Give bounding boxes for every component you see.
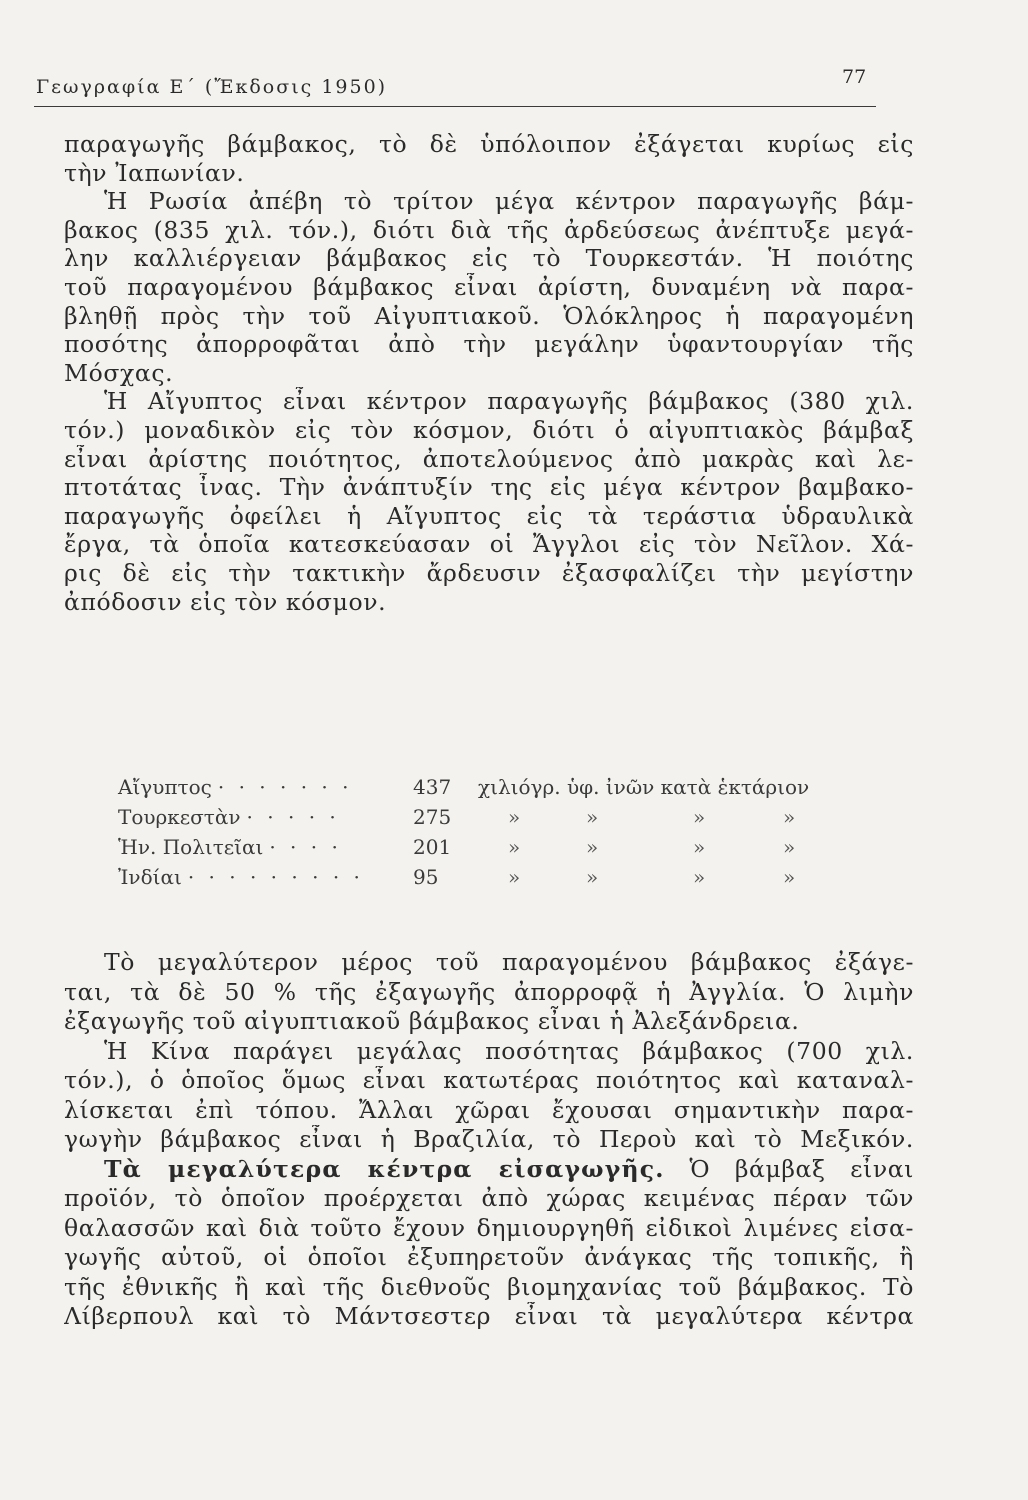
text-line <box>64 978 914 1008</box>
text-line <box>64 1066 914 1096</box>
ditto-mark: » <box>693 805 706 829</box>
text-line <box>64 244 914 273</box>
text-line <box>64 1302 914 1332</box>
text-line <box>64 1184 914 1214</box>
text-line-content: τόν.) μοναδικὸν εἰς τὸν κόσμον, διότι ὁ αἰγυπτιακὸς βάμβαξ <box>64 415 914 444</box>
text-line-content: εἶναι ἀρίστης ποιότητος, ἀποτελούμενος ἀπὸ μακρὰς καὶ λε- <box>64 444 914 473</box>
text-line-content: Ἡ Ρωσία ἀπέβη τὸ τρίτον μέγα κέντρον παραγωγῆς βάμ- <box>104 187 914 216</box>
text-line-content: ται, τὰ δὲ 50 % τῆς ἐξαγωγῆς ἀπορροφᾷ ἡ Ἀγγλία. Ὁ λιμὴν <box>64 977 914 1006</box>
text-line <box>64 1037 914 1067</box>
running-title: Γεωγραφία Ε΄ (Ἔκδοσις 1950) <box>36 76 388 98</box>
text-line-content: βληθῇ πρὸς τὴν τοῦ Αἰγυπτιακοῦ. Ὁλόκληρος ἡ παραγομένη <box>64 301 914 330</box>
section-heading: Τὰ μεγαλύτερα κέντρα εἰσαγωγῆς. <box>104 1154 665 1183</box>
ditto-mark: » <box>508 865 521 889</box>
text-line <box>64 302 914 331</box>
text-line-content: τόν.), ὁ ὁποῖος ὅμως εἶναι κατωτέρας ποιότητος καὶ καταναλ- <box>64 1066 914 1094</box>
yield-value: 275 <box>413 805 452 829</box>
text-line <box>64 387 914 416</box>
ditto-mark: » <box>586 805 599 829</box>
header-rule <box>34 106 876 107</box>
ditto-mark: » <box>783 805 796 829</box>
ditto-mark: » <box>508 805 521 829</box>
text-line <box>64 588 914 617</box>
text-line <box>64 1243 914 1273</box>
yield-value: 95 <box>413 865 439 889</box>
dot-leaders: · · · · · · · <box>217 775 353 799</box>
dot-leaders: · · · · · <box>246 805 340 829</box>
text-line-content: γωγῆς αὐτοῦ, οἱ ὁποῖοι ἐξυπηρετοῦν ἀνάγκας τῆς τοπικῆς, ἢ <box>64 1243 914 1271</box>
body-text-bottom <box>64 948 914 1332</box>
ditto-mark: » <box>586 865 599 889</box>
text-line <box>64 502 914 531</box>
table-row <box>118 862 878 892</box>
text-line-content: Τὸ μεγαλύτερον μέρος τοῦ παραγομένου βάμβακος ἐξάγε- <box>104 948 914 976</box>
ditto-mark: » <box>586 835 599 859</box>
yield-value: 201 <box>413 835 452 859</box>
text-line-content: Λίβερπουλ καὶ τὸ Μάντσεστερ εἶναι τὰ μεγαλύτερα κέντρα <box>64 1302 914 1330</box>
text-line <box>64 330 914 359</box>
ditto-mark: » <box>783 835 796 859</box>
country-name: Τουρκεστὰν <box>118 805 241 829</box>
text-line <box>64 1125 914 1155</box>
text-line <box>64 559 914 588</box>
text-line-content: ἐξαγωγῆς τοῦ αἰγυπτιακοῦ βάμβακος εἶναι ἡ Ἀλεξάνδρεια. <box>64 1007 800 1035</box>
text-line <box>64 416 914 445</box>
yield-unit: χιλιόγρ. ὑφ. ἰνῶν κατὰ ἑκτάριον <box>478 775 810 799</box>
text-line-content: ἀπόδοσιν εἰς τὸν κόσμον. <box>64 587 387 616</box>
text-line-content: προϊόν, τὸ ὁποῖον προέρχεται ἀπὸ χώρας κειμένας πέραν τῶν <box>64 1184 914 1212</box>
text-line-content: Ὁ βάμβαξ εἶναι <box>664 1154 914 1183</box>
text-line <box>64 159 914 188</box>
text-line-content: λην καλλιέργειαν βάμβακος εἰς τὸ Τουρκεστάν. Ἡ ποιότης <box>64 244 914 273</box>
text-line <box>64 273 914 302</box>
dot-leaders: · · · · <box>269 835 342 859</box>
text-line-content: ρις δὲ εἰς τὴν τακτικὴν ἄρδευσιν ἐξασφαλίζει τὴν μεγίστην <box>64 558 914 587</box>
table-row <box>118 832 878 862</box>
text-line <box>64 1214 914 1244</box>
text-line-content: λίσκεται ἐπὶ τόπου. Ἄλλαι χῶραι ἔχουσαι σημαντικὴν παρα- <box>64 1095 914 1124</box>
text-line-content: Μόσχας. <box>64 358 174 387</box>
text-line-content: ποσότης ἀπορροφᾶται ἀπὸ τὴν μεγάλην ὑφαντουργίαν τῆς <box>64 330 914 359</box>
text-line <box>64 216 914 245</box>
yield-value: 437 <box>413 775 452 799</box>
text-line <box>64 530 914 559</box>
text-line-content: γωγὴν βάμβακος εἶναι ἡ Βραζιλία, τὸ Περοὺ καὶ τὸ Μεξικόν. <box>64 1125 914 1153</box>
text-line-content: ἔργα, τὰ ὁποῖα κατεσκεύασαν οἱ Ἄγγλοι εἰς τὸν Νεῖλον. Χά- <box>64 530 914 559</box>
page-number: 77 <box>842 66 867 88</box>
text-line <box>64 445 914 474</box>
text-line <box>64 187 914 216</box>
country-name: Ἡν. Πολιτεῖαι <box>118 835 264 859</box>
text-line <box>64 359 914 388</box>
text-line-content: τὴν Ἰαπωνίαν. <box>64 158 245 187</box>
text-line <box>64 1096 914 1126</box>
dot-leaders: · · · · · · · · · <box>187 865 364 889</box>
text-line-content: τῆς ἐθνικῆς ἢ καὶ τῆς διεθνοῦς βιομηχανίας τοῦ βάμβακος. Τὸ <box>64 1272 914 1301</box>
cotton-yield-table <box>118 772 878 892</box>
text-line-content: παραγωγῆς βάμβακος, τὸ δὲ ὑπόλοιπον ἐξάγεται κυρίως εἰς <box>64 130 914 158</box>
text-line <box>64 130 914 159</box>
ditto-mark: » <box>508 835 521 859</box>
table-row <box>118 772 878 802</box>
country-name: Αἴγυπτος <box>118 775 212 799</box>
text-line-content: πτοτάτας ἶνας. Τὴν ἀνάπτυξίν της εἰς μέγα κέντρον βαμβακο- <box>64 473 914 502</box>
country-name: Ἰνδίαι <box>118 865 182 889</box>
text-line-content: Ἡ Αἴγυπτος εἶναι κέντρον παραγωγῆς βάμβακος (380 χιλ. <box>104 387 914 416</box>
text-line <box>64 1007 914 1037</box>
table-row <box>118 802 878 832</box>
ditto-mark: » <box>783 865 796 889</box>
text-line <box>64 948 914 978</box>
text-line <box>64 1273 914 1303</box>
text-line-content: θαλασσῶν καὶ διὰ τοῦτο ἔχουν δημιουργηθῆ εἰδικοὶ λιμένες εἰσα- <box>64 1213 914 1242</box>
text-line <box>64 1155 914 1185</box>
text-line-content: βακος (835 χιλ. τόν.), διότι διὰ τῆς ἀρδεύσεως ἀνέπτυξε μεγά- <box>64 215 914 244</box>
ditto-mark: » <box>693 835 706 859</box>
text-line-content: Ἡ Κίνα παράγει μεγάλας ποσότητας βάμβακος (700 χιλ. <box>104 1036 914 1065</box>
text-line-content: τοῦ παραγομένου βάμβακος εἶναι ἀρίστη, δυναμένη νὰ παρα- <box>64 272 914 301</box>
text-line-content: παραγωγῆς ὀφείλει ἡ Αἴγυπτος εἰς τὰ τεράστια ὑδραυλικὰ <box>64 501 914 530</box>
text-line <box>64 473 914 502</box>
ditto-mark: » <box>693 865 706 889</box>
body-text-top <box>64 130 914 616</box>
